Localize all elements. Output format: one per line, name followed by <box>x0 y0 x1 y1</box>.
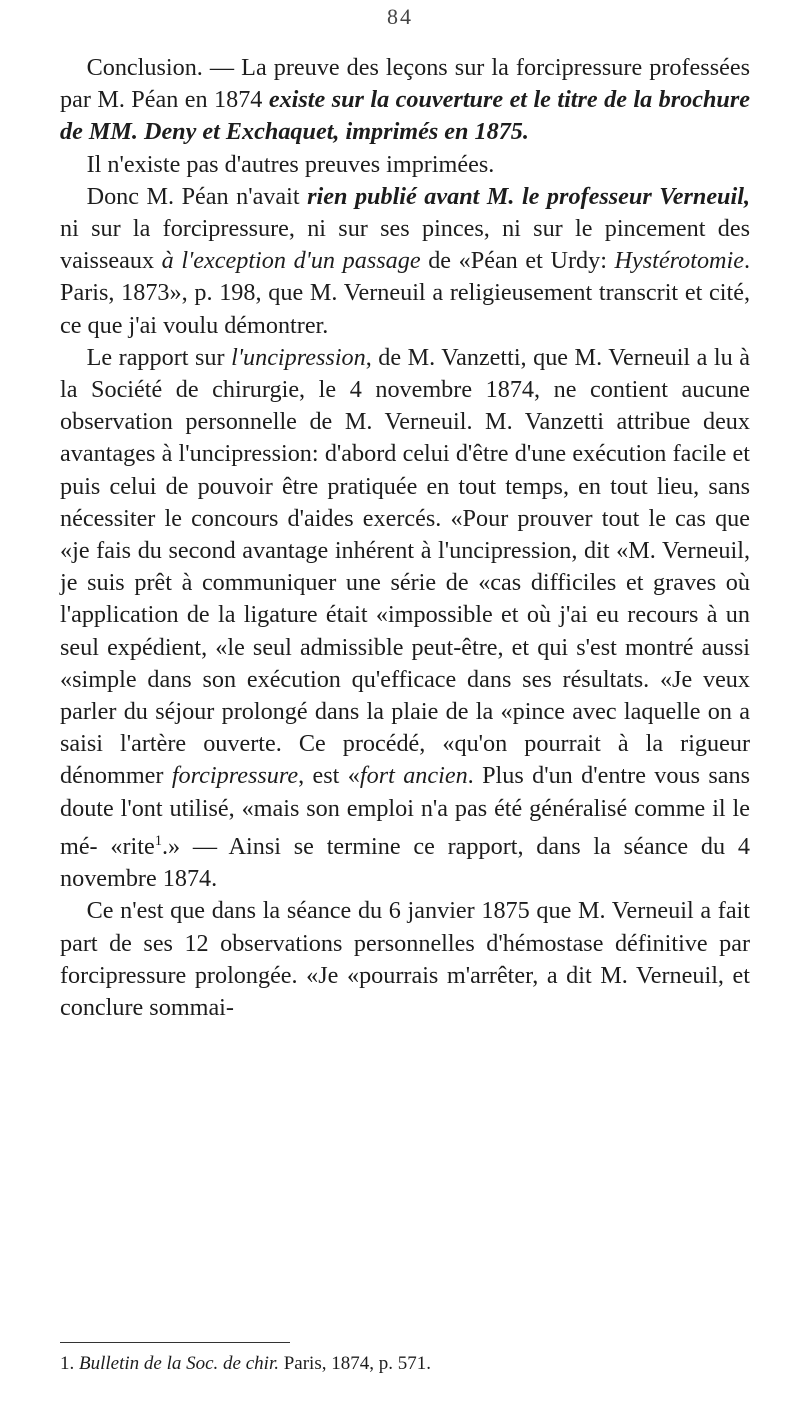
paragraph-conclusion <box>60 52 750 149</box>
conclusion-lead: Conclusion. — La preuve des leçons sur la forcipressure professées par M. Péan en 1874 <box>60 54 750 114</box>
donc-text-b: ni sur la forcipressure, ni sur ses pinces, ni sur le pincement des vaisseaux <box>60 215 750 275</box>
conclusion-emphasis: existe sur la couverture et le titre de la brochure de MM. Deny et Exchaquet, imprimés en 1875. <box>60 86 750 146</box>
donc-italic-exception: à l'exception d'un passage <box>161 247 421 275</box>
donc-text-d: . Paris, 1873», p. 198, que M. Verneuil a religieusement transcrit et cité, ce que j'ai voulu démontrer. <box>60 247 751 339</box>
paragraph-donc <box>60 181 750 342</box>
body-text <box>60 52 750 1024</box>
page-number: 84 <box>387 4 413 29</box>
donc-italic-title: Hystérotomie <box>614 247 744 275</box>
footnote-divider <box>60 1342 290 1343</box>
rapport-italic-uncipression: l'uncipression <box>231 343 366 371</box>
footnote-source: Bulletin de la Soc. de chir. <box>79 1353 279 1374</box>
donc-text-c: de «Péan et Urdy: <box>420 247 615 275</box>
paragraph-rapport <box>60 342 750 896</box>
donc-text-a: Donc M. Péan n'avait <box>86 182 308 210</box>
paragraph-seance: Ce n'est que dans la séance du 6 janvier 1875 que M. Verneuil a fait part de ses 12 observations personnelles d'hémostase définitive par forcipressure prolongée. «Je «pourrais m'arrêter, a dit M. Verneuil, et conclure sommai- <box>60 897 750 1021</box>
footnote-marker: 1 <box>154 832 162 849</box>
footnote-details: Paris, 1874, p. 571. <box>278 1353 431 1374</box>
donc-emphasis: rien publié avant M. le professeur Verneuil, <box>307 182 750 210</box>
paragraph-no-other-proof: Il n'existe pas d'autres preuves imprimées. <box>86 150 495 178</box>
rapport-text-b: , de M. Vanzetti, que M. Verneuil a lu à la Société de chirurgie, le 4 novembre 1874, ne contient aucune observation personnelle de M. Verneuil. M. Vanzetti attribue deux avantages à l'uncipression: d'abord celui d'être d'une exécution facile et puis celui de pouvoir être pratiquée en tout temps, en tout lieu, sans nécessiter le concours d'aides exercés. «Pour prouver tout le cas que «je fais du second avantage inhérent à l'uncipression, dit «M. Verneuil, je suis prêt à communiquer une série de «cas difficiles et graves où l'application de la ligature était «impossible et où j'ai eu recours à un seul expédient, «le seul admissible peut-être, et qui s'est montré aussi «simple dans son exécution qu'efficace dans ses résultats. «Je veux parler du séjour prolongé dans la plaie de la «pince avec laquelle on a saisi l'artère ouverte. Ce procédé, «qu'on pourrait à la rigueur dénommer <box>60 343 750 790</box>
rapport-italic-fort-ancien: fort ancien <box>359 762 468 790</box>
rapport-text-a: Le rapport sur <box>86 343 232 371</box>
rapport-text-d: . Plus d'un d'entre vous sans doute l'ont utilisé, «mais son emploi n'a pas été généralisé comme il le mé- «rite <box>60 762 751 860</box>
rapport-text-c: , est « <box>298 762 360 790</box>
rapport-italic-forcipressure: forcipressure <box>171 762 299 790</box>
rapport-text-e: .» — Ainsi se termine ce rapport, dans la séance du 4 novembre 1874. <box>60 832 750 893</box>
footnote <box>60 1352 750 1376</box>
footnote-number: 1. <box>60 1353 79 1374</box>
